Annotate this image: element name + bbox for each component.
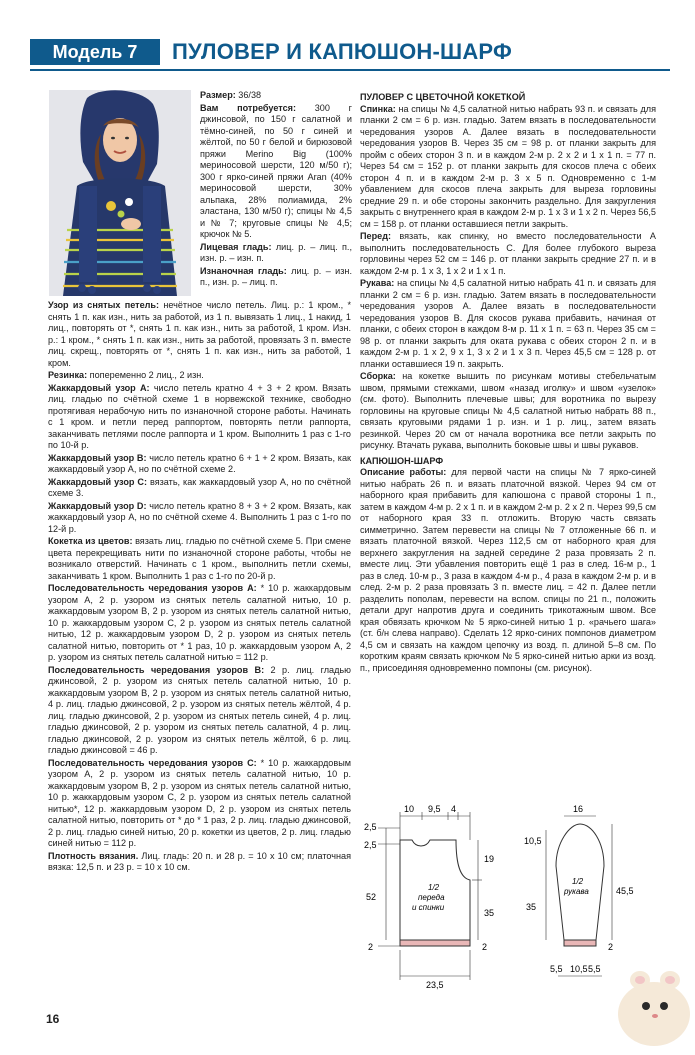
dim-35: 35 xyxy=(484,908,495,918)
spec-reverse-stockinette: Изнаночная гладь: лиц. р. – изн. п., изн. р. – лиц. п. xyxy=(200,265,352,287)
spec-stockinette: Лицевая гладь: лиц. р. – лиц. п., изн. р. – изн. п. xyxy=(200,241,352,263)
sleeve-dim-2: 2 xyxy=(608,942,614,952)
para-front: Перед: вязать, как спинку, но вместо последовательности A выполнить последовательность C. Для более глубокого выреза горловины через 52 см = 146 р. от планки закрыть средние 27 п. и в каждом 2-м р. 1 х 3, 1 х 2 и 1 х 1 п. xyxy=(360,231,656,276)
knitwear-photo-illustration xyxy=(49,90,191,296)
dim-2-left: 2 xyxy=(368,942,374,952)
para-sequence-a: Последовательность чередования узоров A: * 10 р. жаккардовым узором A, 2 р. узором из снятых петель салатной нитью, 10 р. жаккардовым узором B, 2 р. узором из снятых петель салатной нитью, 10 р. жаккардовым узором C, 2 р. узором из снятых петель салатной нитью, 12 р. жаккардовым узором D, 2 р. узором из снятых петель салатной нитью, повторить от * 1 раз, 10 р. жаккардовым узором A, 2 р. узором из снятых петель салатной нитью = 112 р. xyxy=(48,583,351,662)
para-sequence-b: Последовательность чередования узоров B: 2 р. лиц. гладью джинсовой, 2 р. узором из снятых петель салатной нитью, 10 р. жаккардовым узором B, 2 р. узором из снятых петель салатной нитью, 4 р. лиц. гладью джинсовой, 2 р. узором из снятых петель жёлтой, 4 р. лиц. гладью джинсовой, 2 р. узором из снятых петель синей, 4 р. лиц. гладью джинсовой, 2 р. узором из снятых петель салатной, 4 р. лиц. гладью джинсовой, 2 р. узором из снятых петель жёлтой, 6 р. лиц. гладью джинсовой = 46 р. xyxy=(48,664,351,755)
sleeve-dim-35: 35 xyxy=(526,902,537,912)
dim-2-5a: 2,5 xyxy=(364,822,377,832)
materials-spec xyxy=(200,90,352,290)
para-gauge: Плотность вязания. Лиц. гладь: 20 п. и 28 р. = 10 х 10 см; платочная вязка: 12,5 п. и 23 р. = 10 х 10 см. xyxy=(48,850,351,872)
sleeve-dim-16: 16 xyxy=(573,804,584,814)
spec-size: Размер: 36/38 xyxy=(200,90,262,100)
spec-materials: Вам потребуется: 300 г джинсовой, по 150 г салатной и тёмно-синей, по 50 г синей и жёлтой, по 50 г белой и бирюзовой пряжи Merino Big (100% мериносовой шерсти, 120 м/50 г); 300 г ярко-синей пряжи Aran (40% мериносовой шерсти, 30% альпака, 28% полиамида, 2% эластана, 130 м/50 г); спицы № 4,5 и № 7; круговые спицы № 4,5; крючок № 5. xyxy=(200,102,352,239)
sleeve-dim-5-5a: 5,5 xyxy=(550,964,563,974)
section-title-pullover: ПУЛОВЕР С ЦВЕТОЧНОЙ КОКЕТКОЙ xyxy=(360,92,526,102)
hamster-icon xyxy=(610,950,695,1050)
para-ribbing: Резинка: попеременно 2 лиц., 2 изн. xyxy=(48,370,204,380)
para-hood-scarf: Описание работы: для первой части на спицы № 7 ярко-синей нитью набрать 26 п. и вязать платочной вязкой. Через 94 см от наборного края прибавить для капюшона с правой стороны 1 п., затем в каждом 4-м р. 2 х 1 п. и в каждом 2-м р. 2 х 2 п. Через 99,5 см от наборного края 33 п. отложить. Вторую часть связать симметрично. Затем перевести на спицы № 7 отложенные 66 п. и вязать платочной вязкой. Через 112,5 см от наборного края для верхнего закругления на задней середине 2 раза провязать 2 п. вместе лиц. Эти убавления повторить ещё 1 раз в след. 16-м р., 1 раз в след. 10-м р., 3 раза в каждом 4-м р., 4 раза в каждом 2-м р. и в след. 2-м р. 2 раза провязать 3 п. вместе лиц. = 42 п. Далее петли разделить пополам, перевести на вспом. спицы по 21 п., положить детали друг напротив друга и соединить трикотажным швом. Все края обвязать крючком № 5 ярко-синей нитью 1 р. «рачьего шага» (ст. б/н слева направо). Сделать 12 ярко-синих помпонов диаметром 4,5 см и связать на каждом цепочку из возд. п. длиной 5–8 см. По коротким краям связать крючком № 5 ярко-синей нитью арки из возд. п., присоединяя одновременно помпоны (см. рисунок). xyxy=(360,467,656,673)
para-jacquard-c: Жаккардовый узор C: вязать, как жаккардовый узор A, но по счётной схеме 3. xyxy=(48,476,352,498)
sleeve-label-2: рукава xyxy=(564,887,589,896)
body-label-3: и спинки xyxy=(412,903,445,912)
para-slipped-stitch: Узор из снятых петель: нечётное число петель. Лиц. р.: 1 кром., * снять 1 п. как изн., нить за работой, из 1 п. вывязать 1 лиц., 1 накид, 1 лиц., повторять от *, снять 1 п. как изн., нить за работой, 1 кром. Изн. р.: 1 кром., * снять 1 п. как изн., нить за работой, провязать 3 п. вместе лиц. скрещ., повторять от *, снять 1 п. как изн., нить за работой, 1 кром. xyxy=(48,300,351,368)
para-sleeves: Рукава: на спицы № 4,5 салатной нитью набрать 41 п. и связать для планки 2 см = 6 р. изн. гладью. Затем вязать в последовательности чередования узоров A. Далее вязать в последовательности чередования узоров B. Для скосов рукава прибавить, начиная от планки, с обеих сторон в каждом 8-м р. 11 х 1 п. = 63 п. Через 35 см = 98 р. от планки закрыть для оката рукава с обеих сторон 2 п. и в каждом 2-м р. 1 х 2, 9 х 1, 3 х 2 и 1 х 3 п. Через 45,5 см = 128 р. от планки оставшиеся 19 п. закрыть. xyxy=(360,278,656,369)
dim-2-5b: 2,5 xyxy=(364,840,377,850)
dim-19: 19 xyxy=(484,854,495,864)
dim-52: 52 xyxy=(366,892,377,902)
para-back: Спинка: на спицы № 4,5 салатной нитью набрать 93 п. и связать для планки 2 см = 6 р. изн. гладью. Затем вязать в последовательности чередования узоров A. Далее вязать в последовательности чередования узоров B. Через 35 см = 98 р. от планки закрыть для пройм с обеих сторон 3 п. и в каждом 2-м р. 2 х 2 и 1 х 1 п. = 77 п. Через 54 см = 152 р. от планки закрыть для скосов плеча с обеих сторон 4 п. и в каждом 2-м р. 3 х 5 п. Одновременно с 1-м убавлением для скосов плеча закрыть для выреза горловины средние 29 п. и обе стороны закончить раздельно. Для закругления закрыть с внутреннего края в каждом 2-м р. 1 х 3 и 1 х 2 п. Через 56,5 см = 158 р. от планки оставшиеся петли закрыть. xyxy=(360,103,656,229)
body-label-2: переда xyxy=(418,893,445,902)
sleeve-label-1: 1/2 xyxy=(572,877,584,886)
dim-23-5: 23,5 xyxy=(426,980,444,990)
dim-10: 10 xyxy=(404,804,415,814)
para-assembly: Сборка: на кокетке вышить по рисункам мотивы стебельчатым швом, прямыми стежками, швом «назад иголку» и швом «узелок» (см. фото). Выполнить плечевые швы; для воротника по вырезу горловины на круговые спицы № 4,5 салатной нитью набрать 88 п., связать круговыми рядами 1 р. изн. и 1 р. лиц., затем вязать резинкой. Через 20 см от начала воротника все петли закрыть по рисунку. Втачать рукава, выполнить боковые швы и швы рукавов. xyxy=(360,371,656,450)
page-title: ПУЛОВЕР И КАПЮШОН-ШАРФ xyxy=(172,39,512,64)
dim-9-5: 9,5 xyxy=(428,804,441,814)
para-jacquard-a: Жаккардовый узор A: число петель кратно 4 + 3 + 2 кром. Вязать лиц. гладью по счётной схеме 1 в норвежской технике, свободно протягивая нерабочую нить по изнаночной стороне работы. Начинать с 1 кром. и петли перед раппортом, повторять петли раппорта, заканчивать петлями после раппорта и 1 кром. Выполнить 1 раз с 1-го по 10-й р. xyxy=(48,382,351,450)
hamster-mascot xyxy=(610,950,695,1050)
left-column xyxy=(48,300,351,875)
sleeve-dim-5-5b: 5,5 xyxy=(588,964,601,974)
sleeve-dim-10-5b: 10,5 xyxy=(570,964,588,974)
para-sequence-c: Последовательность чередования узоров C: * 10 р. жаккардовым узором A, 2 р. узором из снятых петель салатной нитью, 10 р. жаккардовым узором B, 2 р. узором из снятых петель салатной нитью, 10 р. жаккардовым узором C, 2 р. узором из снятых петель салатной нитью*, 12 р. жаккардовым узором D, 2 р. узором из снятых петель салатной нитью, повторить от * до * 1 раз, 2 р. лиц. гладью джинсовой, 2 р. лиц. гладью синей нитью, 20 р. кокетки из цветов, 2 р. лиц. гладью синей нитью = 112 р. xyxy=(48,757,351,848)
sleeve-dim-10-5: 10,5 xyxy=(524,836,542,846)
para-jacquard-d: Жаккардовый узор D: число петель кратно 8 + 3 + 2 кром. Вязать, как жаккардовый узор A, но по счётной схеме 4. Выполнить 1 раз с 1-го по 12-й р. xyxy=(48,500,351,534)
right-column xyxy=(360,90,656,675)
section-title-hood-scarf: КАПЮШОН-ШАРФ xyxy=(360,455,444,466)
model-photo xyxy=(49,90,191,296)
para-jacquard-b: Жаккардовый узор B: число петель кратно 6 + 1 + 2 кром. Вязать, как жаккардовый узор A, но по счётной схеме 2. xyxy=(48,452,351,474)
body-label-1: 1/2 xyxy=(428,883,440,892)
para-flower-yoke: Кокетка из цветов: вязать лиц. гладью по счётной схеме 5. При смене цвета перекрещивать нити по изнаночной стороне работы, чтобы не возникало отверстий. Начинать с 1 кром., выполнить петли схемы, заканчивать 1 кром. Выполнить 1 раз с 1-го по 20-й р. xyxy=(48,536,351,581)
dim-4: 4 xyxy=(451,804,457,814)
header-rule xyxy=(30,69,670,71)
model-badge: Модель 7 xyxy=(30,39,160,65)
page-header xyxy=(30,35,670,71)
page-number: 16 xyxy=(46,1012,60,1026)
dim-2-right: 2 xyxy=(482,942,488,952)
sleeve-dim-45-5: 45,5 xyxy=(616,886,634,896)
